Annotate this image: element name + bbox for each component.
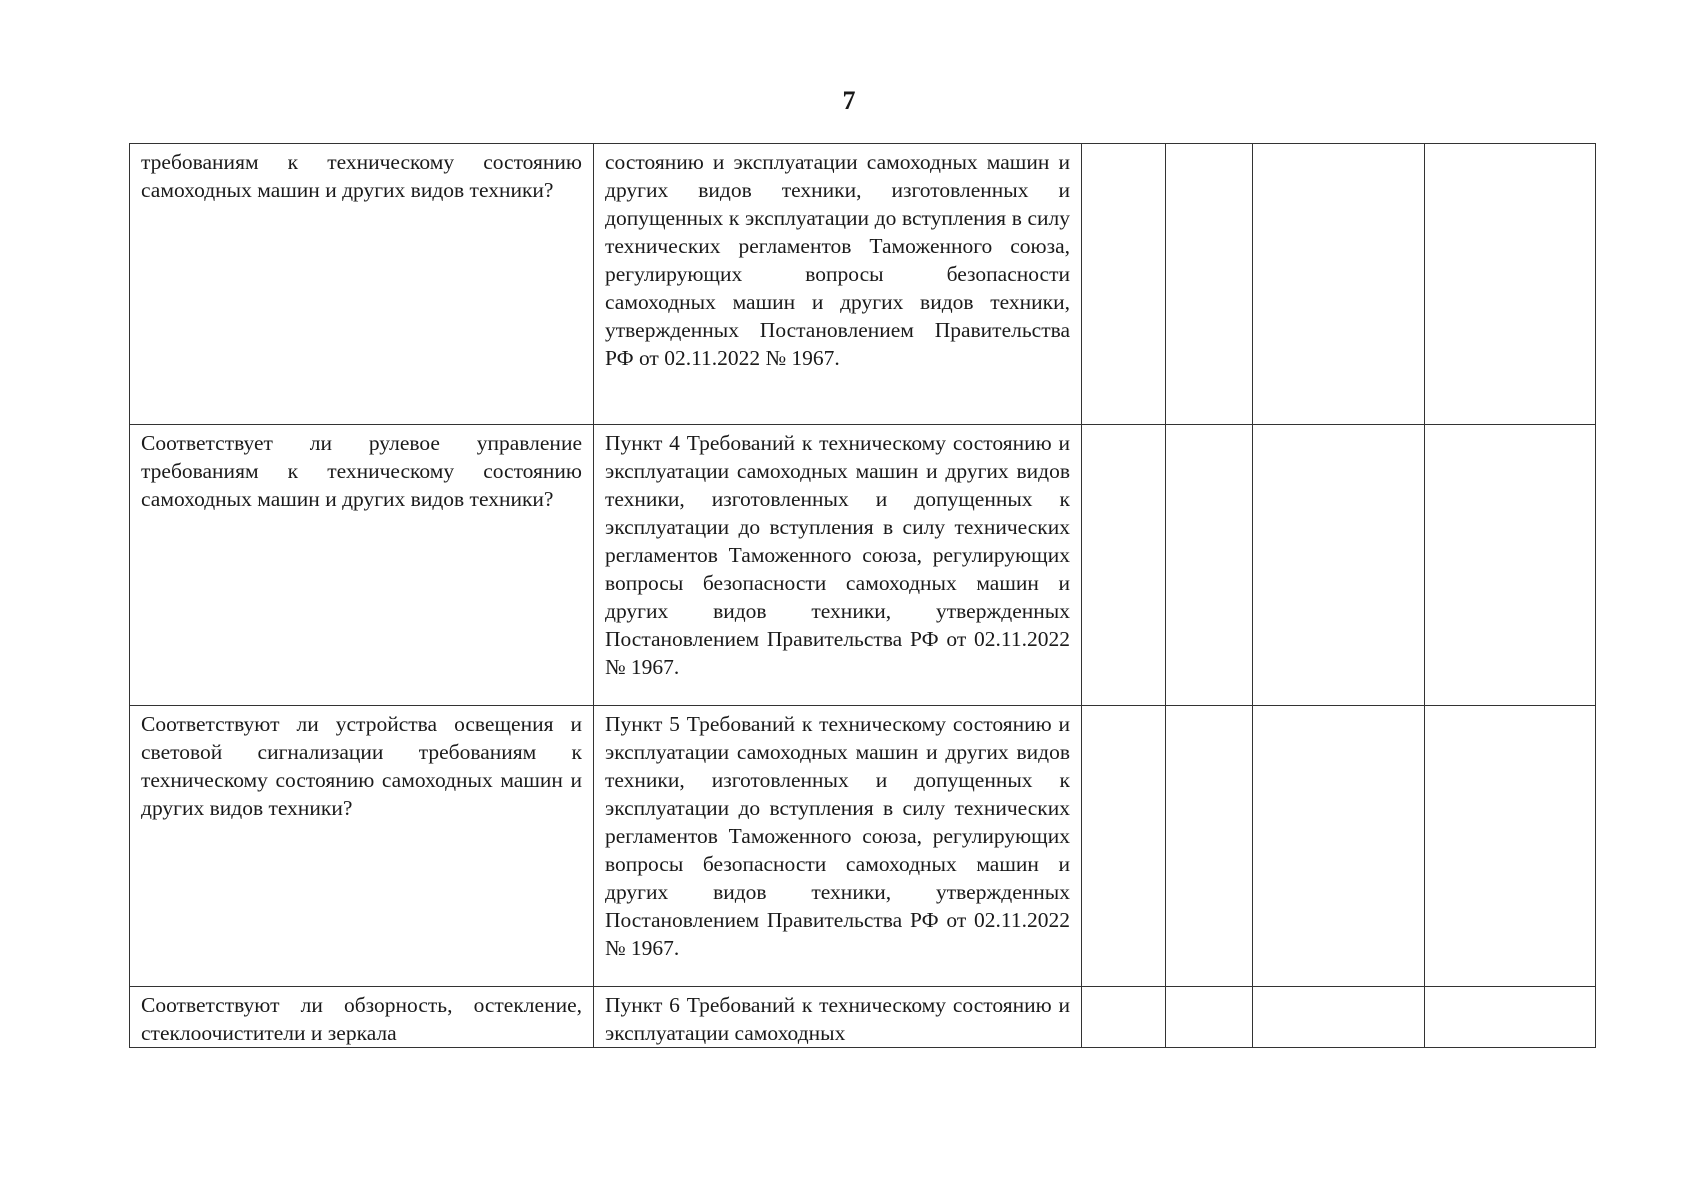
reference-text: Пункт 4 Требований к техническому состоянию и эксплуатации самоходных машин и других видов техники, изготовленных и допущенных к эксплуатации до вступления в силу технических регламентов Таможенного союза, регулирующих вопросы безопасности самоходных машин и других видов техники, утвержденных Постановлением Правительства РФ от 02.11.2022 № 1967. — [605, 431, 1070, 679]
question-cell — [130, 987, 594, 1048]
answer-cell-no[interactable] — [1166, 987, 1253, 1048]
reference-cell — [594, 706, 1082, 987]
table-row — [130, 706, 1596, 987]
checklist-table — [129, 143, 1596, 1048]
question-cell — [130, 144, 594, 425]
notes-cell[interactable] — [1425, 987, 1596, 1048]
answer-cell-yes[interactable] — [1082, 144, 1166, 425]
notes-cell[interactable] — [1425, 144, 1596, 425]
notes-cell[interactable] — [1425, 706, 1596, 987]
question-text: Соответствует ли рулевое управление требованиям к техническому состоянию самоходных машин и других видов техники? — [141, 431, 582, 511]
reference-cell — [594, 425, 1082, 706]
table-row — [130, 425, 1596, 706]
reference-text: Пункт 5 Требований к техническому состоянию и эксплуатации самоходных машин и других видов техники, изготовленных и допущенных к эксплуатации до вступления в силу технических регламентов Таможенного союза, регулирующих вопросы безопасности самоходных машин и других видов техники, утвержденных Постановлением Правительства РФ от 02.11.2022 № 1967. — [605, 712, 1070, 960]
answer-cell-yes[interactable] — [1082, 987, 1166, 1048]
notes-cell[interactable] — [1425, 425, 1596, 706]
answer-cell-no[interactable] — [1166, 144, 1253, 425]
reference-cell — [594, 987, 1082, 1048]
question-text: требованиям к техническому состоянию самоходных машин и других видов техники? — [141, 150, 582, 202]
answer-cell-na[interactable] — [1253, 706, 1425, 987]
question-text: Соответствуют ли устройства освещения и световой сигнализации требованиям к техническому состоянию самоходных машин и других видов техники? — [141, 712, 582, 820]
answer-cell-no[interactable] — [1166, 425, 1253, 706]
question-text: Соответствуют ли обзорность, остекление, стеклоочистители и зеркала — [141, 993, 582, 1045]
table-row — [130, 987, 1596, 1048]
answer-cell-na[interactable] — [1253, 425, 1425, 706]
table-row — [130, 144, 1596, 425]
question-cell — [130, 425, 594, 706]
reference-text: состоянию и эксплуатации самоходных машин и других видов техники, изготовленных и допущенных к эксплуатации до вступления в силу технических регламентов Таможенного союза, регулирующих вопросы безопасности самоходных машин и других видов техники, утвержденных Постановлением Правительства РФ от 02.11.2022 № 1967. — [605, 150, 1070, 370]
answer-cell-na[interactable] — [1253, 987, 1425, 1048]
answer-cell-yes[interactable] — [1082, 425, 1166, 706]
page-number: 7 — [842, 86, 856, 115]
reference-text: Пункт 6 Требований к техническому состоянию и эксплуатации самоходных — [605, 993, 1070, 1045]
answer-cell-yes[interactable] — [1082, 706, 1166, 987]
reference-cell — [594, 144, 1082, 425]
answer-cell-na[interactable] — [1253, 144, 1425, 425]
answer-cell-no[interactable] — [1166, 706, 1253, 987]
question-cell — [130, 706, 594, 987]
